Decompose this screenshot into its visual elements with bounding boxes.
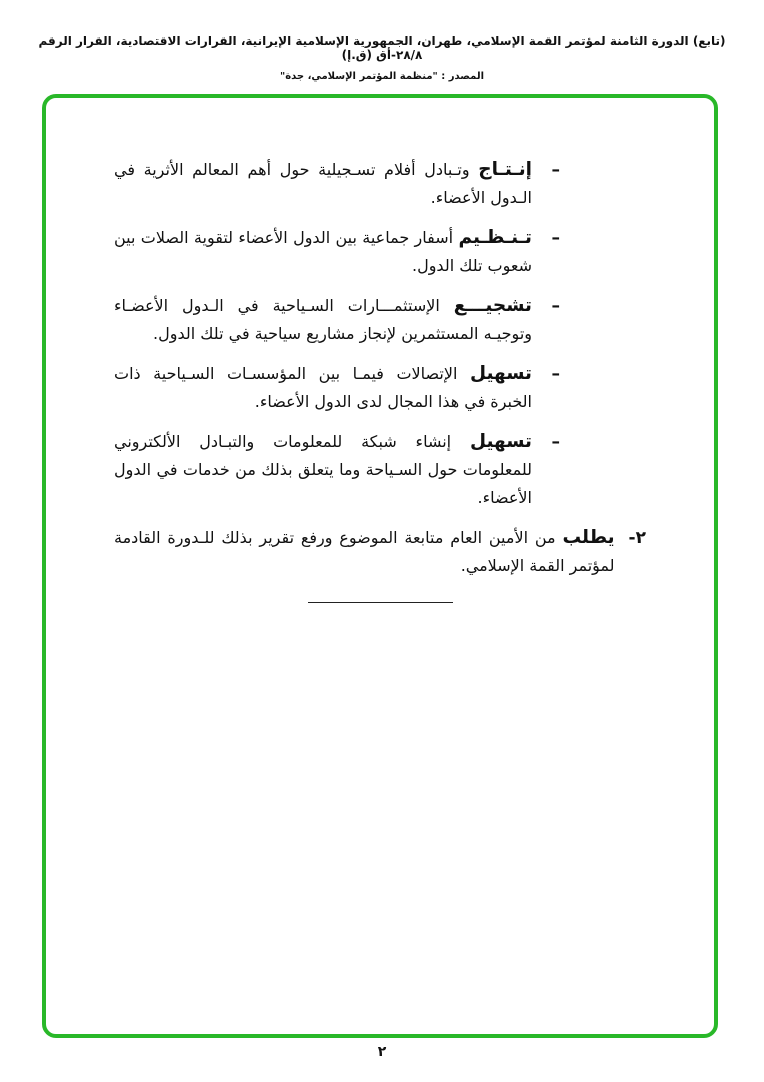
bullet-item — [114, 292, 560, 348]
bullet-lead-word: تسهيل — [469, 431, 532, 452]
document-green-frame — [42, 94, 718, 1038]
document-body — [46, 98, 714, 603]
clause-body-text: من الأمين العام متابعة الموضوع ورفع تقرير بذلك للـدورة القادمة لمؤتمر القمة الإسلامي. — [114, 528, 615, 575]
header-citation-line: (تابع) الدورة الثامنة لمؤتمر القمة الإسلامي، طهران، الجمهورية الإسلامية الإيرانية، القرارات الاقتصادية، القرار الرقم ٢٨/٨-أق (ق.إ) — [38, 34, 726, 62]
bullet-item — [114, 360, 560, 416]
dash-bullet-icon: – — [551, 364, 560, 384]
dash-bullet-icon: – — [551, 296, 560, 316]
bullet-body-text: الإتصالات فيمـا بين المؤسسـات السـياحية ذات الخبرة في هذا المجال لدى الدول الأعضاء. — [114, 364, 532, 411]
bullet-lead-word: تـنـظـيم — [458, 227, 532, 248]
clause-lead-word: يطلب — [562, 527, 615, 548]
clause-number: ٢- — [628, 528, 646, 548]
bullet-body-text: وتـبادل أفلام تسـجيلية حول أهم المعالم الأثرية في الـدول الأعضاء. — [114, 160, 532, 207]
bullet-lead-word: تسهيل — [469, 363, 532, 384]
dash-bullet-icon: – — [551, 228, 560, 248]
page-header — [0, 34, 764, 82]
bullet-text — [114, 428, 532, 512]
bullet-body-text: أسفار جماعية بين الدول الأعضاء لتقوية الصلات بين شعوب تلك الدول. — [114, 228, 532, 275]
bullet-text — [114, 360, 532, 416]
bullet-item — [114, 428, 560, 512]
header-source-line: المصدر : "منظمة المؤتمر الإسلامي، جدة" — [279, 71, 484, 82]
dash-bullet-icon: – — [551, 432, 560, 452]
bullet-item — [114, 156, 560, 212]
bullet-text — [114, 224, 532, 280]
numbered-clause-item — [114, 524, 646, 580]
bullet-text — [114, 292, 532, 348]
bullet-body-text: إنشاء شبكة للمعلومات والتبـادل الألكتروني للمعلومات حول السـياحة وما يتعلق بذلك من خدمات في الدول الأعضاء. — [114, 432, 532, 507]
bullet-text — [114, 156, 532, 212]
section-end-divider — [308, 602, 453, 603]
bullet-body-text: الإستثمـــارات السـياحية في الـدول الأعضـاء وتوجيـه المستثمرين لإنجاز مشاريع سياحية في تلك الدول. — [114, 296, 532, 343]
clause-text — [114, 524, 615, 580]
page-number: ٢ — [377, 1044, 387, 1060]
bullet-lead-word: تشجيـــع — [453, 295, 532, 316]
bullet-item — [114, 224, 560, 280]
bullet-lead-word: إنـتـاج — [478, 159, 532, 180]
dash-bullet-icon: – — [551, 160, 560, 180]
